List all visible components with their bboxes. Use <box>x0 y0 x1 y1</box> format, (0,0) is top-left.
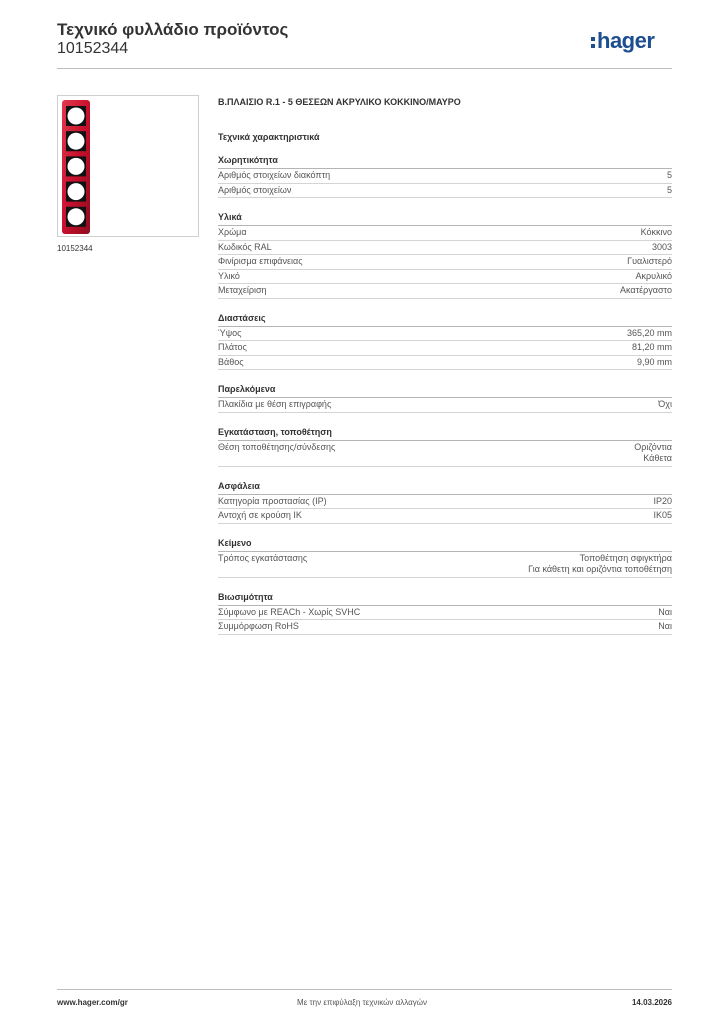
spec-value-line: IP20 <box>653 495 672 506</box>
spec-label: Χρώμα <box>218 227 247 237</box>
spec-label: Βάθος <box>218 356 244 367</box>
spec-value <box>658 399 672 411</box>
spec-value <box>652 242 672 254</box>
spec-row <box>218 606 672 621</box>
spec-row <box>218 284 672 299</box>
spec-value-line: 5 <box>666 184 672 195</box>
spec-label: Ύψος <box>218 327 242 338</box>
spec-value <box>636 271 672 283</box>
spec-value-line: 9,90 mm <box>636 356 672 367</box>
spec-value-line: Οριζόντια <box>634 441 672 452</box>
section-title: Βιωσιμότητα <box>218 592 672 606</box>
spec-value-line: Τοποθέτηση σφιγκτήρα <box>579 552 672 563</box>
spec-label: Αντοχή σε κρούση IK <box>218 510 302 520</box>
spec-label: Τρόπος εγκατάστασης <box>218 552 308 563</box>
section-title: Κείμενο <box>218 538 672 552</box>
spec-value-line: Ναι <box>658 621 672 631</box>
section-title: Υλικά <box>218 212 672 226</box>
spec-content <box>218 96 672 635</box>
section-title: Χωρητικότητα <box>218 155 672 169</box>
hager-logo <box>591 26 654 56</box>
spec-label: Φινίρισμα επιφάνειας <box>218 256 303 266</box>
spec-row <box>218 341 672 356</box>
spec-value <box>667 170 672 182</box>
spec-value <box>627 256 672 268</box>
frame-opening-hole <box>68 108 85 125</box>
spec-value-line: 81,20 mm <box>631 342 672 352</box>
footer-website: www.hager.com/gr <box>57 998 128 1007</box>
spec-value <box>637 357 672 369</box>
spec-value <box>528 553 672 576</box>
image-caption: 10152344 <box>57 244 93 253</box>
page-title: Τεχνικό φυλλάδιο προϊόντος <box>57 20 289 39</box>
spec-row <box>218 255 672 270</box>
spec-value <box>634 442 672 465</box>
spec-row <box>218 620 672 635</box>
spec-label: Σύμφωνο με REACh - Χωρίς SVHC <box>218 606 361 617</box>
section-title: Ασφάλεια <box>218 481 672 495</box>
spec-row <box>218 169 672 184</box>
footer-date: 14.03.2026 <box>631 998 672 1007</box>
logo-text: hager <box>597 28 655 53</box>
spec-label: Αριθμός στοιχείων <box>218 184 292 195</box>
spec-value-line: Όχι <box>658 399 672 409</box>
spec-label: Θέση τοποθέτησης/σύνδεσης <box>218 441 336 452</box>
section-title: Εγκατάσταση, τοποθέτηση <box>218 427 672 441</box>
spec-row <box>218 441 672 467</box>
spec-value <box>658 621 672 633</box>
spec-value-line: Γυαλιστερό <box>627 256 672 266</box>
spec-value <box>653 510 672 522</box>
spec-heading: Τεχνικά χαρακτηριστικά <box>218 132 320 142</box>
spec-row <box>218 327 672 342</box>
spec-value <box>653 496 672 508</box>
spec-row <box>218 270 672 285</box>
frame-illustration-icon <box>58 96 200 238</box>
spec-label: Πλάτος <box>218 342 247 352</box>
spec-value-line: Ακατέργαστο <box>620 285 672 295</box>
spec-label: Μεταχείριση <box>218 285 267 295</box>
frame-opening-hole <box>68 133 85 150</box>
spec-value-line: Ναι <box>658 606 672 617</box>
section-title: Παρελκόμενα <box>218 384 672 398</box>
spec-value-line: 3003 <box>651 241 672 252</box>
spec-sections <box>218 155 672 635</box>
frame-opening-hole <box>68 208 85 225</box>
section-title: Διαστάσεις <box>218 313 672 327</box>
spec-row <box>218 509 672 524</box>
spec-label: Συμμόρφωση RoHS <box>218 621 299 631</box>
spec-label: Πλακίδια με θέση επιγραφής <box>218 399 332 409</box>
spec-row <box>218 552 672 578</box>
product-name: Β.ΠΛΑΙΣΙΟ R.1 - 5 ΘΕΣΕΩΝ ΑΚΡΥΛΙΚΟ ΚΟΚΚΙΝΟ/ΜΑΥΡΟ <box>218 97 461 107</box>
spec-row <box>218 184 672 199</box>
spec-row <box>218 495 672 510</box>
footer-notice: Με την επιφύλαξη τεχνικών αλλαγών <box>297 998 427 1007</box>
spec-value <box>667 185 672 197</box>
spec-label: Κωδικός RAL <box>218 241 272 252</box>
product-code: 10152344 <box>57 40 129 57</box>
spec-value-line: Για κάθετη και οριζόντια τοποθέτηση <box>528 564 672 574</box>
footer-divider <box>57 989 672 990</box>
spec-value-line: IK05 <box>653 510 672 520</box>
spec-row <box>218 398 672 413</box>
spec-value <box>620 285 672 297</box>
spec-value-line: 365,20 mm <box>626 327 672 338</box>
spec-label: Υλικό <box>218 270 240 281</box>
spec-row <box>218 226 672 241</box>
product-image <box>57 95 199 237</box>
spec-value <box>627 328 672 340</box>
header-divider <box>57 68 672 69</box>
spec-value <box>658 607 672 619</box>
spec-row <box>218 241 672 256</box>
spec-value-line: 5 <box>666 170 672 180</box>
spec-value-line: Κάθετα <box>643 453 672 463</box>
spec-row <box>218 356 672 371</box>
spec-value-line: Κόκκινο <box>640 227 672 237</box>
spec-value <box>632 342 672 354</box>
frame-opening-hole <box>68 158 85 175</box>
logo-dots-icon <box>591 37 595 48</box>
spec-value <box>641 227 672 239</box>
frame-opening-hole <box>68 183 85 200</box>
spec-label: Κατηγορία προστασίας (IP) <box>218 495 327 506</box>
spec-value-line: Ακρυλικό <box>635 270 672 281</box>
spec-label: Αριθμός στοιχείων διακόπτη <box>218 170 331 180</box>
